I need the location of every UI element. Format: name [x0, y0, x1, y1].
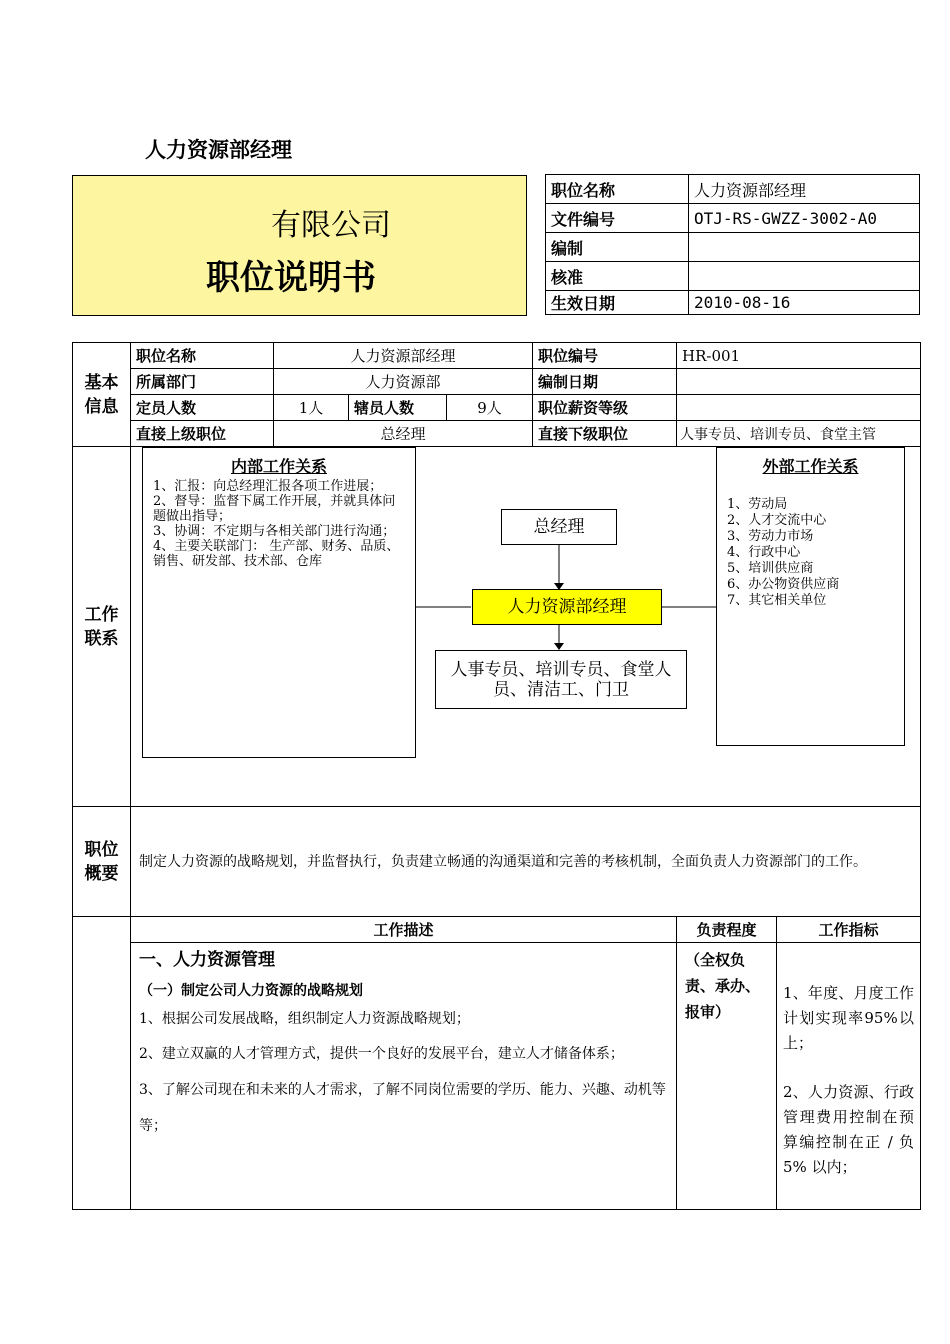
kpi-item: 2、人力资源、行政管理费用控制在预算编控制在正 / 负 5% 以内；	[783, 1083, 915, 1176]
list-item: 4、行政中心	[727, 545, 801, 560]
meta-value	[689, 233, 920, 262]
headcount-label: 定员人数	[131, 395, 274, 421]
meta-row	[546, 262, 920, 291]
kpi-cell	[777, 943, 921, 1210]
job-description-table	[72, 342, 921, 1210]
internal-relations-title: 内部工作关系	[230, 457, 327, 476]
superior-label: 直接上级职位	[131, 421, 274, 447]
meta-value: OTJ-RS-GWZZ-3002-A0	[689, 204, 920, 233]
duty-item: 1、根据公司发展战略，组织制定人力资源战略规划；	[139, 1011, 470, 1027]
duties-side-cell	[73, 917, 131, 1210]
meta-value: 人力资源部经理	[689, 175, 920, 204]
salary-grade-value	[677, 395, 921, 421]
relations-label: 工作联系	[73, 447, 131, 807]
position-name-label: 职位名称	[131, 343, 274, 369]
position-name-value: 人力资源部经理	[274, 343, 533, 369]
arrowhead	[554, 643, 564, 650]
page-title: 人力资源部经理	[145, 138, 292, 162]
list-item: 5、培训供应商	[727, 561, 814, 576]
meta-key: 核准	[546, 262, 689, 291]
meta-row	[546, 233, 920, 262]
subordinates-label: 辖员人数	[349, 395, 447, 421]
position-no-label: 职位编号	[533, 343, 677, 369]
dept-label: 所属部门	[131, 369, 274, 395]
col-header-desc: 工作描述	[131, 917, 677, 943]
compile-date-label: 编制日期	[533, 369, 677, 395]
meta-key: 生效日期	[546, 291, 689, 315]
list-item: 2、督导：监督下属工作开展，并就具体问题做出指导；	[153, 494, 396, 524]
org-node-top: 总经理	[501, 509, 617, 545]
salary-grade-label: 职位薪资等级	[533, 395, 677, 421]
external-relations-title: 外部工作关系	[762, 457, 859, 476]
company-name: 有限公司	[271, 208, 391, 243]
inferior-value: 人事专员、培训专员、食堂主管	[677, 421, 921, 447]
meta-row	[546, 175, 920, 204]
subordinates-value: 9人	[447, 395, 533, 421]
document-meta-table	[545, 174, 920, 315]
meta-row	[546, 204, 920, 233]
duties-description	[131, 943, 677, 1210]
meta-value: 2010-08-16	[689, 291, 920, 315]
kpi-item: 1、年度、月度工作计划实现率95%以上；	[783, 984, 915, 1052]
cover-banner	[72, 175, 527, 316]
position-no-value: HR-001	[677, 343, 921, 369]
col-header-kpi: 工作指标	[777, 917, 921, 943]
headcount-value: 1人	[274, 395, 349, 421]
meta-key: 编制	[546, 233, 689, 262]
dept-value: 人力资源部	[274, 369, 533, 395]
basic-info-label: 基本信息	[73, 343, 131, 447]
list-item: 1、汇报：向总经理汇报各项工作进展；	[153, 479, 383, 494]
org-node-subordinates: 人事专员、培训专员、食堂人员、清洁工、门卫	[435, 650, 687, 709]
meta-value	[689, 262, 920, 291]
responsibility-level: （全权负责、承办、报审）	[677, 943, 777, 1210]
external-relations-box	[716, 447, 905, 746]
org-node-current: 人力资源部经理	[472, 589, 662, 625]
internal-relations-list	[143, 477, 415, 571]
duty-item: 3、了解公司现在和未来的人才需求，了解不同岗位需要的学历、能力、兴趣、动机等等；	[139, 1082, 666, 1134]
external-relations-list	[717, 477, 904, 611]
list-item: 7、其它相关单位	[727, 593, 827, 608]
summary-label: 职位概要	[73, 807, 131, 917]
meta-key: 职位名称	[546, 175, 689, 204]
duty-item: 2、建立双赢的人才管理方式，提供一个良好的发展平台，建立人才储备体系；	[139, 1046, 624, 1062]
list-item: 3、协调：不定期与各相关部门进行沟通；	[153, 524, 396, 539]
list-item: 1、劳动局	[727, 497, 788, 512]
inferior-label: 直接下级职位	[533, 421, 677, 447]
list-item: 6、办公物资供应商	[727, 577, 840, 592]
duty-heading: 一、人力资源管理	[139, 950, 275, 970]
meta-key: 文件编号	[546, 204, 689, 233]
list-item: 4、主要关联部门： 生产部、财务、品质、销售、研发部、技术部、仓库	[153, 539, 400, 569]
list-item: 2、人才交流中心	[727, 513, 827, 528]
relations-diagram	[131, 447, 921, 807]
col-header-resp: 负责程度	[677, 917, 777, 943]
duty-subheading: （一）制定公司人力资源的战略规划	[139, 983, 363, 999]
superior-value: 总经理	[274, 421, 533, 447]
document-name: 职位说明书	[206, 258, 376, 298]
summary-text: 制定人力资源的战略规划，并监督执行，负责建立畅通的沟通渠道和完善的考核机制，全面负责人力资源部门的工作。	[131, 807, 921, 917]
internal-relations-box	[142, 447, 416, 758]
compile-date-value	[677, 369, 921, 395]
meta-row	[546, 291, 920, 315]
list-item: 3、劳动力市场	[727, 529, 814, 544]
